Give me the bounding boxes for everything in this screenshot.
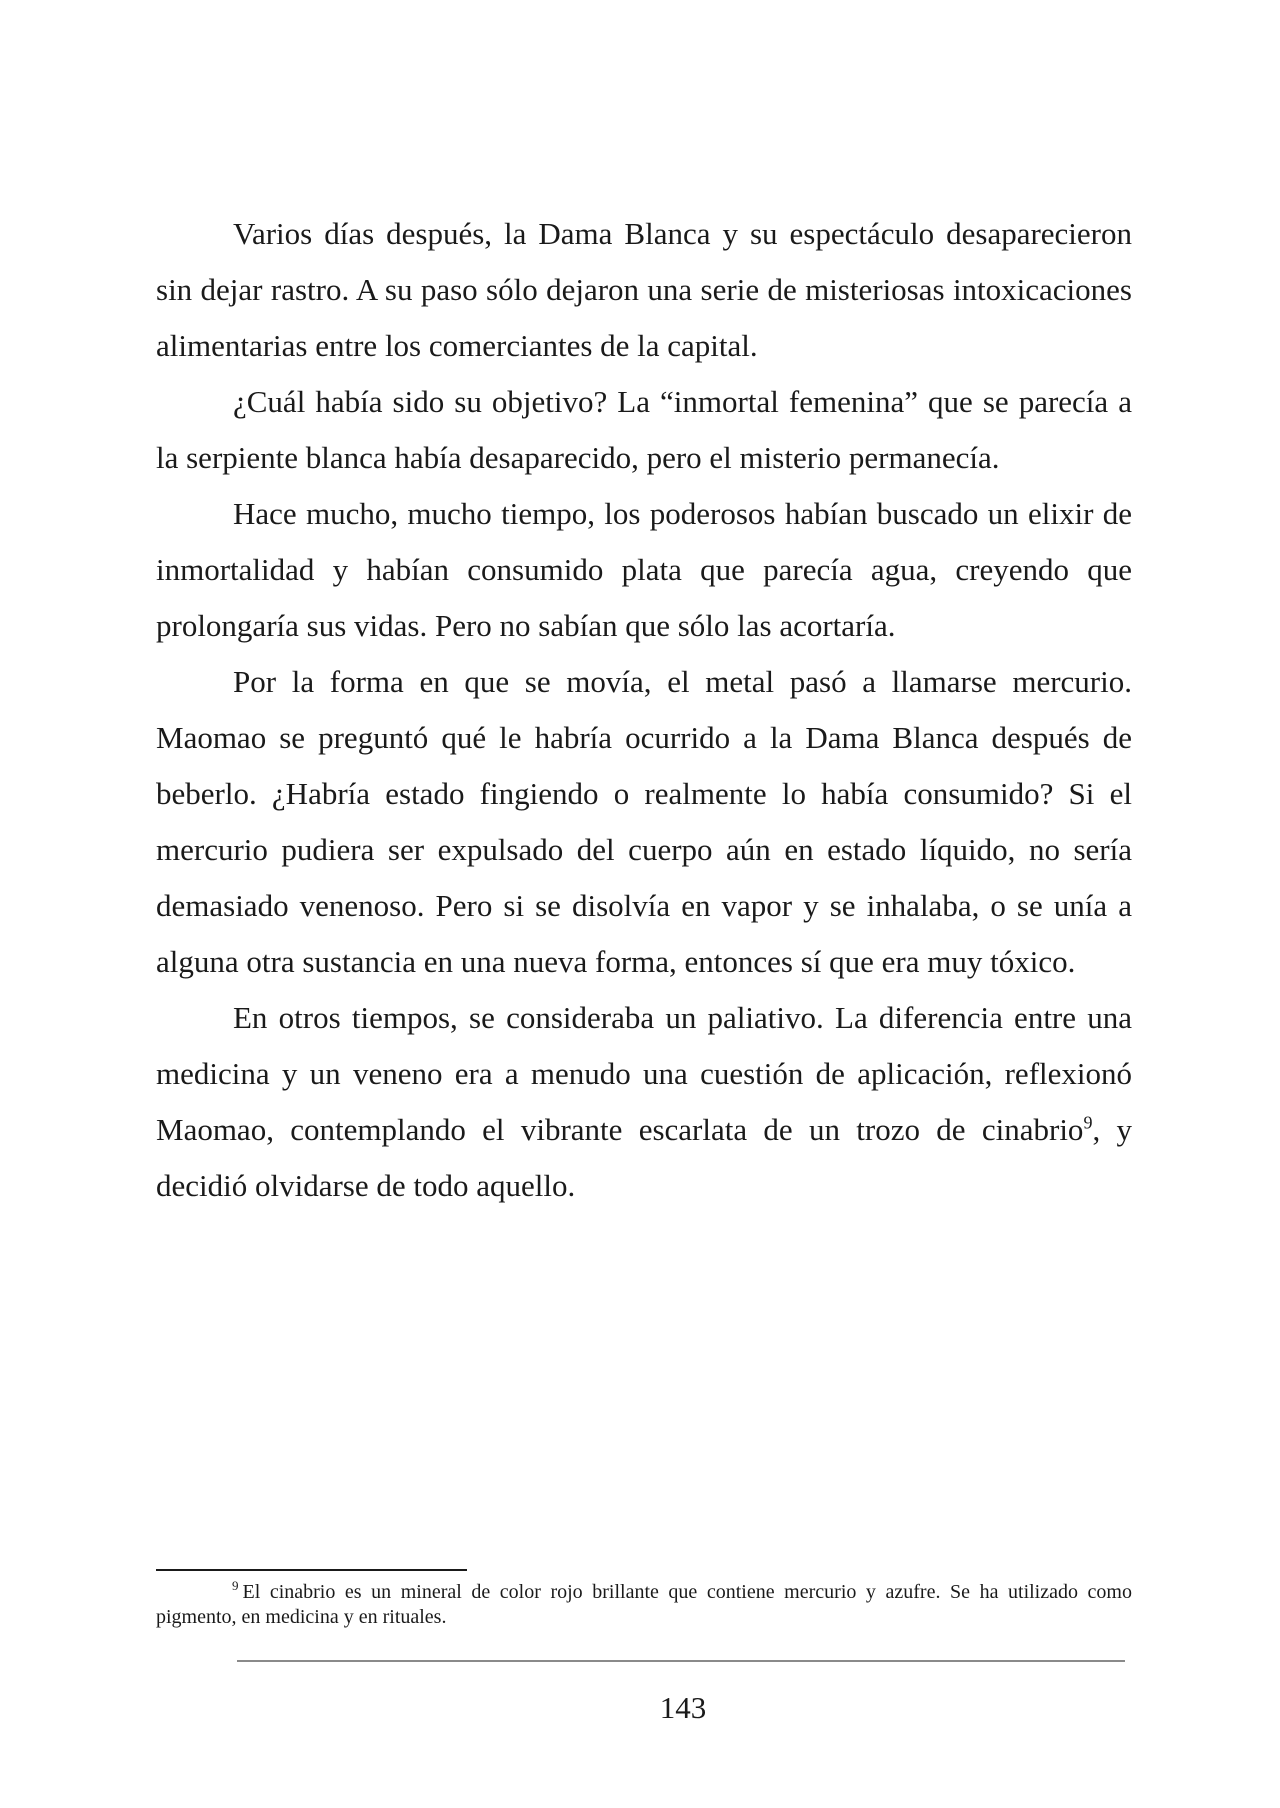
footnote-text: El cinabrio es un mineral de color rojo brillante que contiene mercurio y azufre. Se ha utilizado como pigmento, en medicina y en rituales. <box>156 1581 1132 1628</box>
body-text <box>156 206 1132 1214</box>
footnote-number: 9 <box>232 1578 239 1594</box>
footnote-reference[interactable]: 9 <box>1083 1112 1093 1133</box>
paragraph-1: Varios días después, la Dama Blanca y su espectáculo desaparecieron sin dejar rastro. A su paso sólo dejaron una serie de misteriosas intoxicaciones alimentarias entre los comerciantes de la capital. <box>156 216 1132 363</box>
paragraph-3: Hace mucho, mucho tiempo, los poderosos habían buscado un elixir de inmortalidad y habían consumido plata que parecía agua, creyendo que prolongaría sus vidas. Pero no sabían que sólo las acortaría. <box>156 496 1132 643</box>
paragraph-5-text-end: , y decidió olvidarse de todo aquello. <box>156 1112 1132 1203</box>
footnote-separator <box>156 1569 467 1571</box>
paragraph-4: Por la forma en que se movía, el metal pasó a llamarse mercurio. Maomao se preguntó qué le habría ocurrido a la Dama Blanca después de beberlo. ¿Habría estado fingiendo o realmente lo había consumido? Si el mercurio pudiera ser expulsado del cuerpo aún en estado líquido, no sería demasiado venenoso. Pero si se disolvía en vapor y se inhalaba, o se unía a alguna otra sustancia en una nueva forma, entonces sí que era muy tóxico. <box>156 664 1132 979</box>
paragraph-2: ¿Cuál había sido su objetivo? La “inmortal femenina” que se parecía a la serpiente blanca había desaparecido, pero el misterio permanecía. <box>156 384 1132 475</box>
page-number: 143 <box>659 1690 707 1725</box>
footnote <box>156 1580 1132 1630</box>
page-footer-rule <box>237 1660 1125 1662</box>
paragraph-5 <box>156 990 1132 1214</box>
paragraph-5-text: En otros tiempos, se consideraba un paliativo. La diferencia entre una medicina y un veneno era a menudo una cuestión de aplicación, reflexionó Maomao, contemplando el vibrante escarlata de un trozo de cinabrio <box>156 1000 1132 1147</box>
